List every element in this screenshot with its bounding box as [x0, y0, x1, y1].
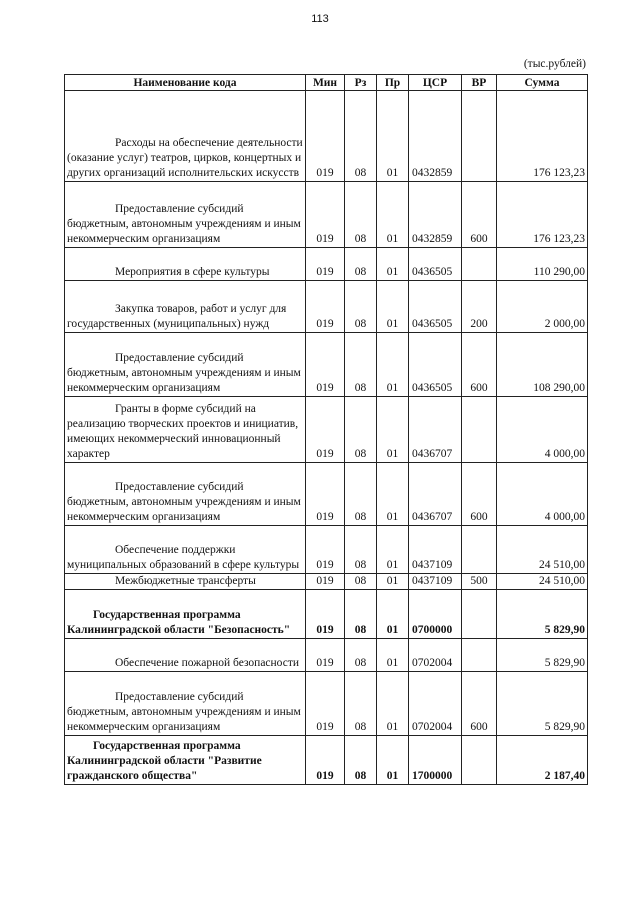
table-row — [65, 333, 588, 397]
row-csr: 0436505 — [409, 248, 462, 281]
header-sum: Сумма — [497, 75, 588, 91]
units-label: (тыс.рублей) — [523, 58, 586, 70]
row-csr: 0700000 — [409, 590, 462, 639]
row-vr — [462, 248, 497, 281]
table-row — [65, 574, 588, 590]
row-csr: 0437109 — [409, 526, 462, 574]
row-pr: 01 — [377, 248, 409, 281]
header-csr: ЦСР — [409, 75, 462, 91]
row-rz: 08 — [345, 333, 377, 397]
header-vr: ВР — [462, 75, 497, 91]
row-name: Предоставление субсидий бюджетным, автономным учреждениям и иным некоммерческим организациям — [65, 463, 306, 526]
row-sum: 176 123,23 — [497, 182, 588, 248]
row-vr: 200 — [462, 281, 497, 333]
row-sum: 110 290,00 — [497, 248, 588, 281]
row-sum: 108 290,00 — [497, 333, 588, 397]
row-name: Государственная программа Калининградской области "Развитие гражданского общества" — [65, 736, 306, 785]
row-sum: 24 510,00 — [497, 526, 588, 574]
row-pr: 01 — [377, 333, 409, 397]
row-min: 019 — [306, 736, 345, 785]
row-name: Государственная программа Калининградской области "Безопасность" — [65, 590, 306, 639]
budget-table — [64, 74, 588, 785]
row-vr: 600 — [462, 463, 497, 526]
row-sum: 5 829,90 — [497, 590, 588, 639]
row-min: 019 — [306, 397, 345, 463]
table-row — [65, 463, 588, 526]
row-name: Предоставление субсидий бюджетным, автономным учреждениям и иным некоммерческим организациям — [65, 182, 306, 248]
row-sum: 24 510,00 — [497, 574, 588, 590]
row-min: 019 — [306, 574, 345, 590]
row-vr — [462, 526, 497, 574]
row-pr: 01 — [377, 590, 409, 639]
row-rz: 08 — [345, 736, 377, 785]
row-name: Предоставление субсидий бюджетным, автономным учреждениям и иным некоммерческим организациям — [65, 333, 306, 397]
row-rz: 08 — [345, 574, 377, 590]
row-rz: 08 — [345, 526, 377, 574]
row-name: Межбюджетные трансферты — [65, 574, 306, 590]
header-pr: Пр — [377, 75, 409, 91]
row-name: Обеспечение пожарной безопасности — [65, 639, 306, 672]
row-min: 019 — [306, 590, 345, 639]
row-name: Расходы на обеспечение деятельности (оказание услуг) театров, цирков, концертных и других организаций исполнительских искусств — [65, 91, 306, 182]
row-rz: 08 — [345, 182, 377, 248]
header-rz: Рз — [345, 75, 377, 91]
row-sum: 2 187,40 — [497, 736, 588, 785]
row-name: Предоставление субсидий бюджетным, автономным учреждениям и иным некоммерческим организациям — [65, 672, 306, 736]
row-pr: 01 — [377, 736, 409, 785]
row-rz: 08 — [345, 397, 377, 463]
row-min: 019 — [306, 672, 345, 736]
row-min: 019 — [306, 463, 345, 526]
row-sum: 5 829,90 — [497, 639, 588, 672]
row-min: 019 — [306, 526, 345, 574]
page-number: 113 — [311, 13, 329, 25]
row-sum: 2 000,00 — [497, 281, 588, 333]
table-row — [65, 248, 588, 281]
row-pr: 01 — [377, 463, 409, 526]
row-rz: 08 — [345, 639, 377, 672]
row-pr: 01 — [377, 182, 409, 248]
row-vr — [462, 590, 497, 639]
row-csr: 1700000 — [409, 736, 462, 785]
row-sum: 4 000,00 — [497, 397, 588, 463]
row-pr: 01 — [377, 672, 409, 736]
row-min: 019 — [306, 248, 345, 281]
row-vr: 600 — [462, 672, 497, 736]
row-pr: 01 — [377, 281, 409, 333]
row-vr: 600 — [462, 333, 497, 397]
row-csr: 0702004 — [409, 672, 462, 736]
row-csr: 0436707 — [409, 397, 462, 463]
row-rz: 08 — [345, 248, 377, 281]
row-csr: 0702004 — [409, 639, 462, 672]
row-vr: 600 — [462, 182, 497, 248]
table-row — [65, 182, 588, 248]
table-row — [65, 397, 588, 463]
row-name: Закупка товаров, работ и услуг для государственных (муниципальных) нужд — [65, 281, 306, 333]
row-csr: 0436707 — [409, 463, 462, 526]
row-name: Гранты в форме субсидий на реализацию творческих проектов и инициатив, имеющих некоммерческий инновационный характер — [65, 397, 306, 463]
table-row — [65, 736, 588, 785]
row-csr: 0436505 — [409, 281, 462, 333]
row-pr: 01 — [377, 91, 409, 182]
row-pr: 01 — [377, 639, 409, 672]
row-sum: 5 829,90 — [497, 672, 588, 736]
table-row — [65, 91, 588, 182]
row-rz: 08 — [345, 281, 377, 333]
table-row — [65, 590, 588, 639]
row-rz: 08 — [345, 91, 377, 182]
row-vr — [462, 736, 497, 785]
row-csr: 0432859 — [409, 182, 462, 248]
row-vr — [462, 397, 497, 463]
row-name: Обеспечение поддержки муниципальных образований в сфере культуры — [65, 526, 306, 574]
row-vr — [462, 91, 497, 182]
table-row — [65, 526, 588, 574]
row-csr: 0437109 — [409, 574, 462, 590]
table-header-row — [65, 75, 588, 91]
row-min: 019 — [306, 333, 345, 397]
header-name: Наименование кода — [65, 75, 306, 91]
row-vr — [462, 639, 497, 672]
row-vr: 500 — [462, 574, 497, 590]
row-min: 019 — [306, 91, 345, 182]
row-csr: 0432859 — [409, 91, 462, 182]
row-pr: 01 — [377, 397, 409, 463]
row-min: 019 — [306, 281, 345, 333]
table-row — [65, 281, 588, 333]
row-rz: 08 — [345, 590, 377, 639]
row-min: 019 — [306, 639, 345, 672]
row-min: 019 — [306, 182, 345, 248]
table-row — [65, 672, 588, 736]
row-sum: 176 123,23 — [497, 91, 588, 182]
row-csr: 0436505 — [409, 333, 462, 397]
row-rz: 08 — [345, 672, 377, 736]
row-rz: 08 — [345, 463, 377, 526]
row-name: Мероприятия в сфере культуры — [65, 248, 306, 281]
row-pr: 01 — [377, 526, 409, 574]
row-sum: 4 000,00 — [497, 463, 588, 526]
row-pr: 01 — [377, 574, 409, 590]
table-row — [65, 639, 588, 672]
header-min: Мин — [306, 75, 345, 91]
